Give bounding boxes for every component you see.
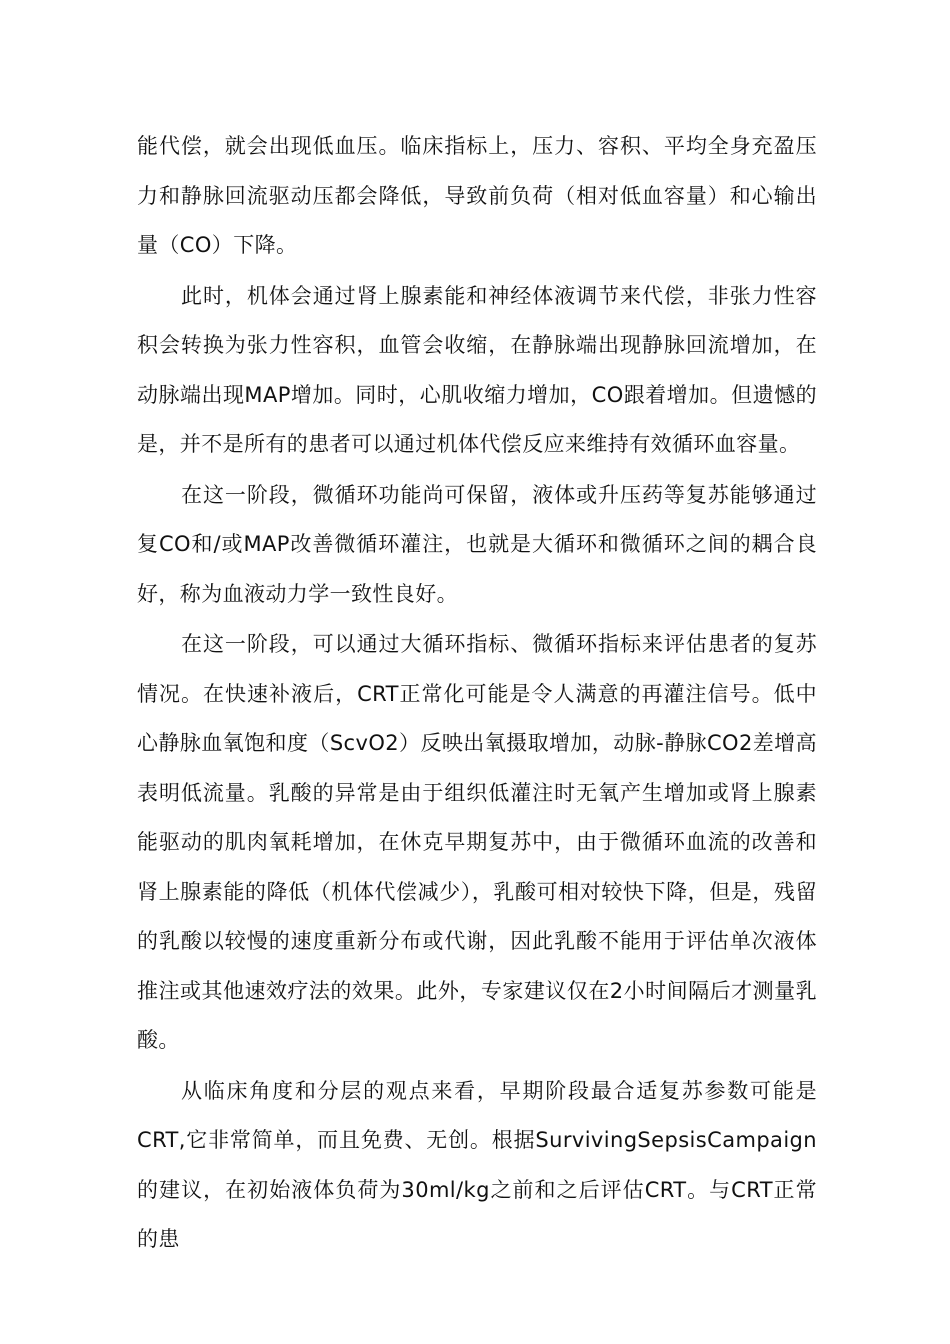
paragraph-4: 在这一阶段，可以通过大循环指标、微循环指标来评估患者的复苏情况。在快速补液后，CRT正常化可能是令人满意的再灌注信号。低中心静脉血氧饱和度（ScvO2）反映出氧摄取增加，动脉-静脉CO2差增高表明低流量。乳酸的异常是由于组织低灌注时无氧产生增加或肾上腺素能驱动的肌肉氧耗增加，在休克早期复苏中，由于微循环血流的改善和肾上腺素能的降低（机体代偿减少），乳酸可相对较快下降，但是，残留的乳酸以较慢的速度重新分布或代谢，因此乳酸不能用于评估单次液体推注或其他速效疗法的效果。此外，专家建议仅在2小时间隔后才测量乳酸。 [137, 632, 817, 1052]
paragraph-5: 从临床角度和分层的观点来看，早期阶段最合适复苏参数可能是CRT,它非常简单，而且免费、无创。根据SurvivingSepsisCampaign的建议，在初始液体负荷为30ml/kg之前和之后评估CRT。与CRT正常的患 [137, 1078, 817, 1251]
paragraph-3: 在这一阶段，微循环功能尚可保留，液体或升压药等复苏能够通过复CO和/或MAP改善微循环灌注，也就是大循环和微循环之间的耦合良好，称为血液动力学一致性良好。 [137, 482, 817, 606]
paragraph-1: 能代偿，就会出现低血压。临床指标上，压力、容积、平均全身充盈压力和静脉回流驱动压都会降低，导致前负荷（相对低血容量）和心输出量（CO）下降。 [137, 134, 817, 257]
document-body [137, 122, 817, 1266]
paragraph-2: 此时，机体会通过肾上腺素能和神经体液调节来代偿，非张力性容积会转换为张力性容积，血管会收缩，在静脉端出现静脉回流增加，在动脉端出现MAP增加。同时，心肌收缩力增加，CO跟着增加。但遗憾的是，并不是所有的患者可以通过机体代偿反应来维持有效循环血容量。 [137, 283, 817, 456]
